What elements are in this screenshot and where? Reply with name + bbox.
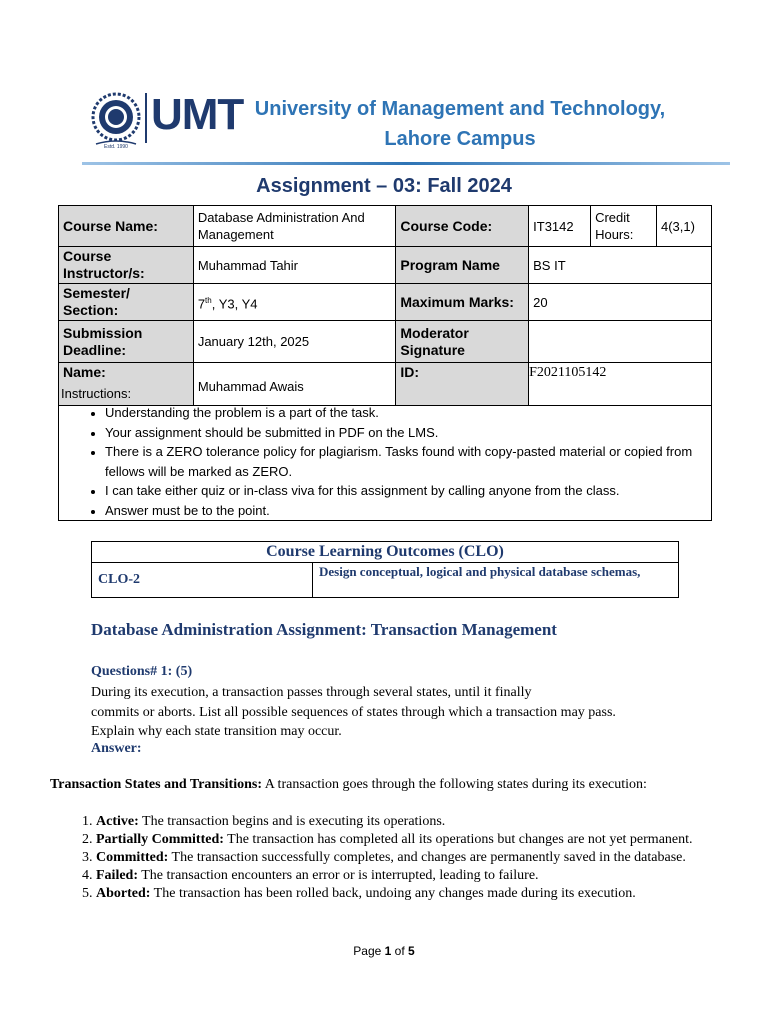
assignment-title: Assignment – 03: Fall 2024 <box>256 175 512 197</box>
instructions-heading: Instructions: <box>61 386 132 401</box>
state-text: The transaction encounters an error or is interrupted, leading to failure. <box>138 868 539 883</box>
instruction-item: • Your assignment should be submitted in PDF on the LMS. <box>105 423 711 443</box>
state-text: The transaction successfully completes, and changes are permanently saved in the database. <box>168 850 686 865</box>
moderator-label-line2: Signature <box>400 341 465 358</box>
page-footer <box>0 944 768 958</box>
credit-hours-value: 4(3,1) <box>657 206 712 247</box>
course-name-value: Database Administration And Management <box>193 206 396 247</box>
states-list <box>60 813 736 903</box>
answer-label: Answer: <box>91 741 142 756</box>
instruction-item: • Answer must be to the point. <box>105 501 711 521</box>
university-name <box>240 94 680 154</box>
of-word: of <box>391 944 409 958</box>
page-total: 5 <box>408 944 415 958</box>
max-marks-label: Maximum Marks: <box>396 284 529 321</box>
states-intro-text: A transaction goes through the following states during its execution: <box>261 777 647 792</box>
logo-text: UMT <box>151 90 244 139</box>
state-item <box>96 849 736 866</box>
program-label: Program Name <box>396 247 529 284</box>
deadline-label-line2: Deadline: <box>63 341 127 358</box>
umt-seal-logo <box>90 92 142 152</box>
state-term: Failed: <box>96 868 138 883</box>
instruction-item: • There is a ZERO tolerance policy for plagiarism. Tasks found with copy-pasted material or copied from fellows will be marked as ZERO. <box>105 442 711 481</box>
instruction-item: • Understanding the problem is a part of the task. <box>105 403 711 423</box>
question-line2: commits or aborts. List all possible sequences of states through which a transaction may pass. <box>91 704 616 720</box>
instructor-value: Muhammad Tahir <box>193 247 396 284</box>
moderator-signature <box>529 321 712 363</box>
state-text: The transaction has completed all its operations but changes are not yet permanent. <box>223 832 693 847</box>
state-term: Partially Committed: <box>96 832 224 847</box>
clo-table <box>91 541 679 598</box>
section-title: Database Administration Assignment: Transaction Management <box>91 620 557 639</box>
course-code-value: IT3142 <box>529 206 591 247</box>
deadline-value: January 12th, 2025 <box>193 321 396 363</box>
state-term: Committed: <box>96 850 169 865</box>
course-code-label: Course Code: <box>396 206 529 247</box>
semester-rest: , Y3, Y4 <box>211 296 258 312</box>
clo-heading: Course Learning Outcomes (CLO) <box>92 542 679 563</box>
student-name-label: Name: <box>59 363 194 406</box>
instructions-list <box>59 403 711 520</box>
university-name-line1: University of Management and Technology, <box>254 98 666 120</box>
page-word: Page <box>353 944 385 958</box>
state-item <box>96 831 736 848</box>
student-id-value: F2021105142 <box>529 363 712 406</box>
instructor-label: Course Instructor/s: <box>59 247 194 284</box>
question-title: Questions# 1: (5) <box>91 664 193 679</box>
instruction-item: • I can take either quiz or in-class viva for this assignment by calling anyone from the class. <box>105 481 711 501</box>
course-name-label: Course Name: <box>59 206 194 247</box>
deadline-label <box>59 321 194 363</box>
state-term: Aborted: <box>96 886 151 901</box>
instructions-box <box>58 382 712 521</box>
deadline-label-line1: Submission <box>63 324 143 341</box>
clo-description: Design conceptual, logical and physical database schemas, <box>313 563 679 598</box>
max-marks-value: 20 <box>529 284 712 321</box>
question-body <box>91 683 691 742</box>
states-intro-bold: Transaction States and Transitions: <box>50 777 262 792</box>
student-name-value: Muhammad Awais <box>193 363 396 406</box>
state-item <box>96 813 736 830</box>
moderator-label-line1: Moderator <box>400 324 469 341</box>
clo-id: CLO-2 <box>92 563 313 598</box>
semester-suffix: th <box>205 295 212 305</box>
state-item <box>96 885 736 902</box>
question-line1: During its execution, a transaction passes through several states, until it finally <box>91 685 532 700</box>
logo-est: Estd. 1990 <box>104 144 128 150</box>
state-text: The transaction begins and is executing its operations. <box>138 814 446 829</box>
moderator-label <box>396 321 529 363</box>
logo-divider <box>145 93 147 143</box>
state-text: The transaction has been rolled back, undoing any changes made during its execution. <box>150 886 636 901</box>
student-id-label: ID: <box>396 363 529 406</box>
state-term: Active: <box>96 814 139 829</box>
states-intro <box>50 777 750 793</box>
question-line3: Explain why each state transition may occur. <box>91 724 342 739</box>
course-info-table <box>58 205 712 406</box>
credit-hours-label: Credit Hours: <box>591 206 657 247</box>
state-item <box>96 867 736 884</box>
page-number: 1 <box>384 944 392 958</box>
semester-label: Semester/ Section: <box>59 284 194 321</box>
semester-value <box>193 284 396 321</box>
program-value: BS IT <box>529 247 712 284</box>
semester-number: 7 <box>197 296 206 312</box>
university-name-line2: Lahore Campus <box>384 128 536 150</box>
header-rule <box>82 162 730 165</box>
